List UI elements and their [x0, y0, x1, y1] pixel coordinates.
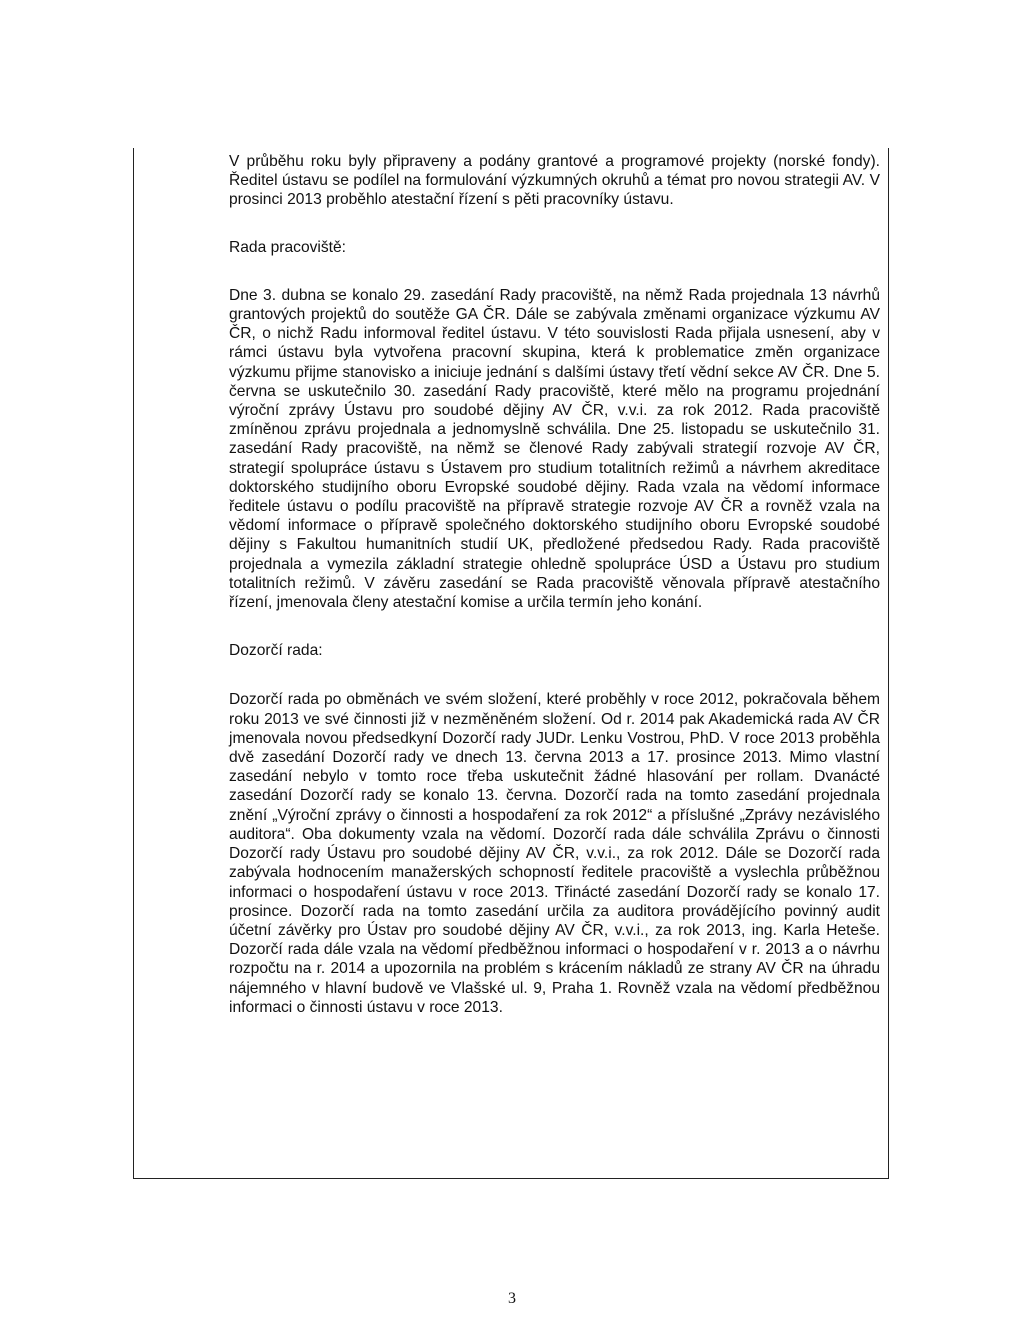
intro-paragraph: V průběhu roku byly připraveny a podány grantové a programové projekty (norské fondy). Ředitel ústavu se podílel na formulování výzkumných okruhů a témat pro novou strategii AV. V prosinci 2013 proběhlo atestační řízení s pěti pracovníky ústavu.: [229, 153, 880, 209]
council-heading: Rada pracoviště:: [229, 238, 347, 256]
document-body: [229, 152, 880, 1017]
supervisory-board-paragraph: Dozorčí rada po obměnách ve svém složení, které proběhly v roce 2012, pokračovala během roku 2013 ve své činnosti již v nezměněném složení. Od r. 2014 pak Akademická rada AV ČR jmenovala novou předsedkyní Dozorčí rady JUDr. Lenku Vostrou, PhD. V roce 2013 proběhla dvě zasedání Dozorčí rady ve dnech 13. června 2013 a 17. prosince 2013. Mimo vlastní zasedání nebylo v tomto roce třeba uskutečnit žádné hlasování per rollam. Dvanácté zasedání Dozorčí rady se konalo 13. června. Dozorčí rada na tomto zasedání projednala znění „Výroční zprávy o činnosti a hospodaření za rok 2012“ a příslušné „Zprávy nezávislého auditora“. Oba dokumenty vzala na vědomí. Dozorčí rada dále schválila Zprávu o činnosti Dozorčí rady Ústavu pro soudobé dějiny AV ČR, v.v.i., za rok 2012. Dále se Dozorčí rada zabývala hodnocením manažerských schopností ředitele pracoviště a vyslechla průběžnou informaci o hospodaření ústavu v roce 2013. Třinácté zasedání Dozorčí rady se konalo 17. prosince. Dozorčí rada na tomto zasedání určila za auditora provádějícího povinný audit účetní závěrky pro Ústav pro soudobé dějiny AV ČR, v.v.i., za rok 2013, ing. Karla Heteše. Dozorčí rada dále vzala na vědomí předběžnou informaci o hospodaření v r. 2013 a o návrhu rozpočtu na r. 2014 a upozornila na problém s krácením nákladů ze strany AV ČR na úhradu nájemného v hlavní budově ve Vlašské ul. 9, Praha 1. Rovněž vzala na vědomí předběžnou informaci o činnosti ústavu v roce 2013.: [229, 691, 880, 1016]
supervisory-board-heading: Dozorčí rada:: [229, 642, 323, 660]
page-number: 3: [508, 1290, 516, 1307]
council-paragraph: Dne 3. dubna se konalo 29. zasedání Rady pracoviště, na němž Rada projednala 13 návrhů grantových projektů do soutěže GA ČR. Dále se zabývala změnami organizace výzkumu AV ČR, o nichž Radu informoval ředitel ústavu. V této souvislosti Rada přijala usnesení, aby v rámci ústavu byla vytvořena pracovní skupina, která k problematice změn organizace výzkumu přijme stanovisko a iniciuje jednání s dalšími ústavy třetí vědní sekce AV ČR. Dne 5. června se uskutečnilo 30. zasedání Rady pracoviště, které mělo na programu projednání výroční zprávy Ústavu pro soudobé dějiny AV ČR, v.v.i. za rok 2012. Rada pracoviště zmíněnou zprávu projednala a jednomyslně schválila. Dne 25. listopadu se uskutečnilo 31. zasedání Rady pracoviště, na němž se členové Rady zabývali strategií rozvoje AV ČR, strategií spolupráce ústavu s Ústavem pro studium totalitních režimů a návrhem akreditace doktorského studijního oboru Evropské soudobé dějiny. Rada vzala na vědomí informace ředitele ústavu o podílu pracoviště na přípravě strategie rozvoje AV ČR a rovněž vzala na vědomí informace o přípravě společného doktorského studijního oboru Evropské soudobé dějiny s Fakultou humanitních studií UK, předložené předsedou Rady. Rada pracoviště projednala a vymezila základní strategie ohledně spolupráce ÚSD a Ústavu pro studium totalitních režimů. V závěru zasedání se Rada pracoviště věnovala přípravě atestačního řízení, jmenovala členy atestační komise a určila termín jeho konání.: [229, 286, 880, 612]
